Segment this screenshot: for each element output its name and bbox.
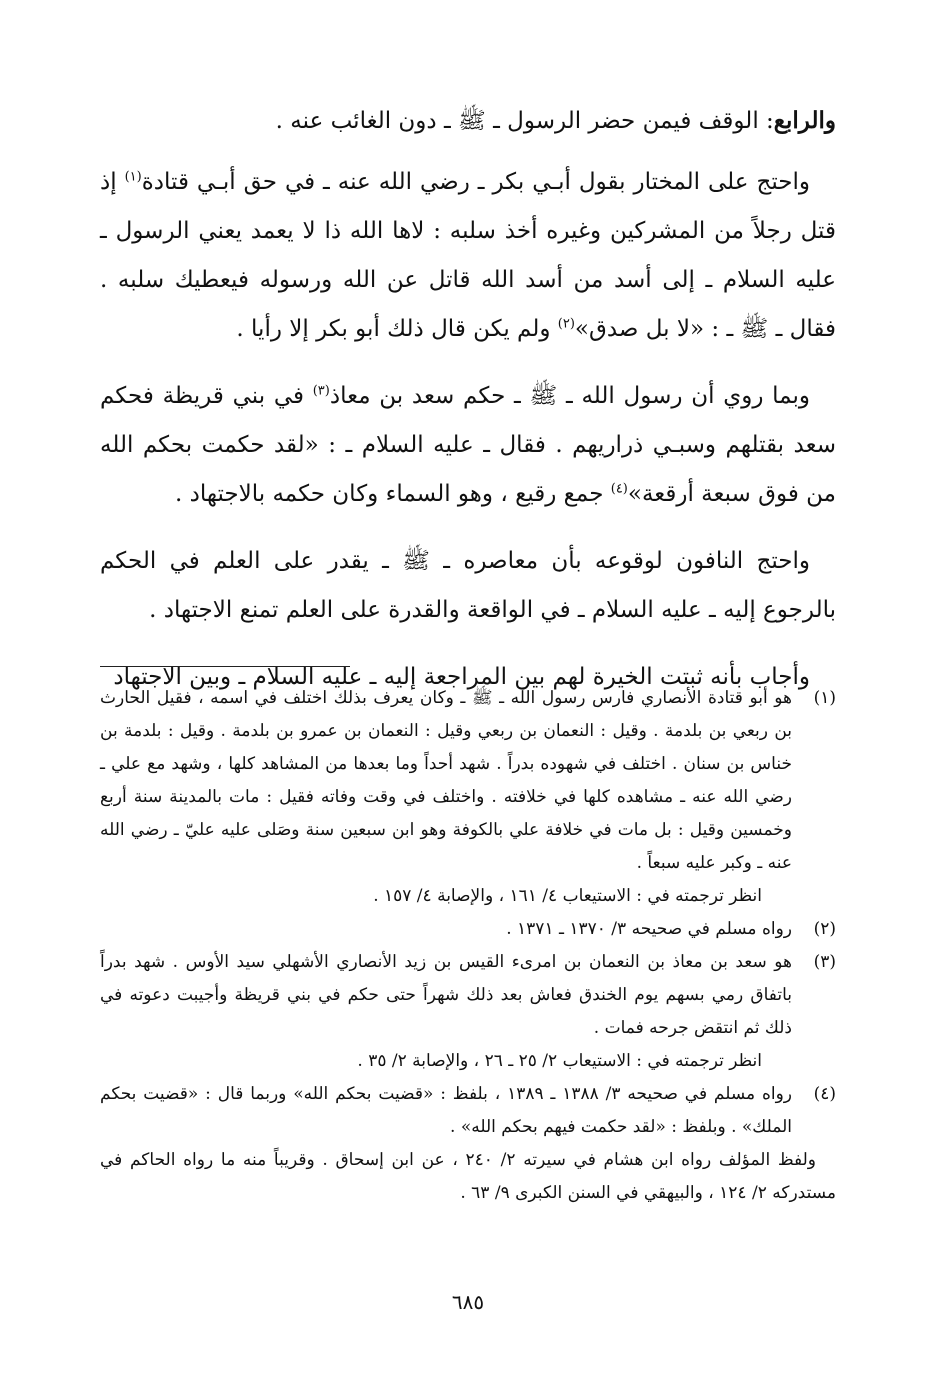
- footnotes: [100, 682, 836, 1210]
- paragraph-2: [100, 158, 836, 354]
- paragraph-lead: والرابع: [773, 107, 836, 134]
- footnote-3: [100, 946, 836, 1078]
- footnote-text: هو أبو قتادة الأنصاري فارس رسول الله ـ ﷺ ـ وكان يعرف بذلك اختلف في اسمه ، فقيل الحارث بن ربعي بن بلدمة . وقيل : النعمان بن ربعي وقيل : النعمان بن عمرو بن بلدمة . وقيل : بلدمة بن خناس بن سنان . اختلف في شهوده بدراً . شهد أحداً وما بعدها من المشاهد كلها ، وشهد مع علي ـ رضي الله عنه ـ مشاهده كلها في خلافته . واختلف في وقت وفاته فقيل : مات بالمدينة سنة أربع وخمسين وقيل : بل مات في خلافة علي بالكوفة وهو ابن سبعين سنة وصَلى عليه عليّ ـ رضي الله عنه ـ وكبر عليه سبعاً .: [100, 688, 792, 873]
- footnote-ref[interactable]: (٣): [312, 383, 330, 399]
- footnote-text: ولفظ المؤلف رواه ابن هشام في سيرته ٢/ ٢٤٠ ، عن ابن إسحاق . وقريباً منه ما رواه الحاكم في مستدركه ٢/ ١٢٤ ، والبيهقي في السنن الكبرى ٩/ ٦٣ .: [100, 1150, 836, 1203]
- paragraph-text: : الوقف فيمن حضر الرسول ـ ﷺ ـ دون الغائب عنه .: [275, 108, 774, 134]
- page-number: ٦٨٥: [451, 1290, 485, 1314]
- paragraph-text: إذ قتل رجلاً من المشركين وغيره أخذ سلبه : لاها الله ذا لا يعمد يعني الرسول ـ عليه السلام ـ إلى أسد من أسد الله قاتل عن الله ورسوله فيعطيك سلبه . فقال ـ ﷺ ـ : «لا بل صدق»: [100, 169, 836, 342]
- page-content: [100, 96, 836, 1203]
- paragraph-text: في بني قريظة فحكم سعد بقتلهم وسبـي ذراريهم . فقال ـ عليه السلام ـ : «لقد حكمت بحكم الله من فوق سبعة أرقعة»: [100, 383, 836, 507]
- paragraph-text: واحتج على المختار بقول أبـي بكر ـ رضي الله عنه ـ في حق أبـي قتادة: [141, 169, 810, 195]
- footnote-reference: انظر ترجمته في : الاستيعاب ٤/ ١٦١ ، والإصابة ٤/ ١٥٧ .: [373, 886, 762, 906]
- paragraph-4: واحتج النافون لوقوعه بأن معاصره ـ ﷺ ـ يقدر على العلم في الحكم بالرجوع إليه ـ عليه السلام ـ في الواقعة والقدرة على العلم تمنع الاجتهاد .: [100, 548, 836, 623]
- footnote-4-continued: [100, 1144, 836, 1210]
- footnote-number: (٢): [813, 919, 836, 939]
- paragraph-3: [100, 372, 836, 519]
- paragraph-text: جمع رقيع ، وهو السماء وكان حكمه بالاجتهاد .: [174, 481, 611, 507]
- footnote-2: [100, 913, 836, 946]
- footnote-1: [100, 682, 836, 913]
- footnote-number: (١): [813, 688, 836, 708]
- paragraph-5: وأجاب بأنه ثبتت الخيرة لهم بين المراجعة إليه ـ عليه السلام ـ وبين الاجتهاد: [113, 664, 810, 690]
- footnote-reference: انظر ترجمته في : الاستيعاب ٢/ ٢٥ ـ ٢٦ ، والإصابة ٢/ ٣٥ .: [357, 1051, 762, 1071]
- footnote-4: [100, 1078, 836, 1144]
- paragraph-1: [100, 96, 836, 146]
- footnote-ref[interactable]: (٤): [610, 481, 628, 497]
- footnote-ref[interactable]: (١): [124, 169, 142, 185]
- footnote-text: رواه مسلم في صحيحه ٣/ ١٣٨٨ ـ ١٣٨٩ ، بلفظ : «قضيت بحكم الله» وربما قال : «قضيت بحكم الملك» . وبلفظ : «لقد حكمت فيهم بحكم الله» .: [100, 1084, 792, 1137]
- footnote-divider: [100, 666, 350, 667]
- footnote-number: (٤): [813, 1084, 836, 1104]
- footnote-text: رواه مسلم في صحيحه ٣/ ١٣٧٠ ـ ١٣٧١ .: [506, 919, 792, 939]
- paragraph-text: وبما روي أن رسول الله ـ ﷺ ـ حكم سعد بن معاذ: [329, 383, 810, 409]
- footnote-text: هو سعد بن معاذ بن النعمان بن امرىء القيس بن زيد الأنصاري الأشهلي سيد الأوس . شهد بدراً باتفاق رمي بسهم يوم الخندق فعاش بعد ذلك شهراً حتى حكم في بني قريظة وأجيبت دعوته في ذلك ثم انتقض جرحه فمات .: [100, 952, 792, 1038]
- main-text: [100, 96, 836, 702]
- footnote-ref[interactable]: (٢): [557, 316, 575, 332]
- footnote-number: (٣): [813, 952, 836, 972]
- paragraph-text: ولم يكن قال ذلك أبو بكر إلا رأيا .: [236, 316, 558, 342]
